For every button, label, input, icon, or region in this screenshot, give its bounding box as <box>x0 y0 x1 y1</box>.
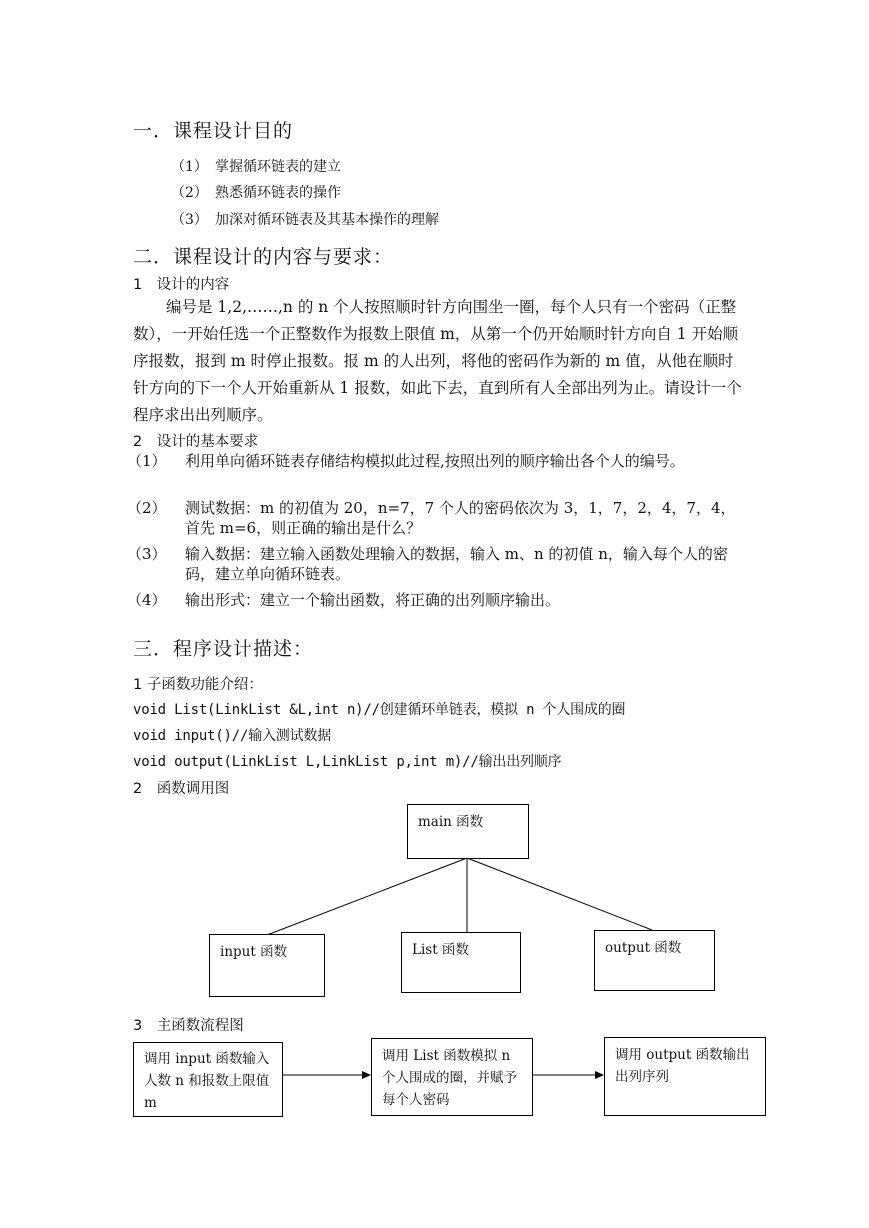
section3-heading: 三．程序设计描述： <box>133 638 314 660</box>
subheading-design-content: 1 设计的内容 <box>133 277 230 293</box>
requirement-text: 测试数据：m 的初值为 20，n=7，7 个人的密码依次为 3，1，7，2，4，7，4，首先 m=6，则正确的输出是什么？ <box>185 499 736 537</box>
objective-num: （3） <box>171 212 208 228</box>
flow-step-list: 调用 List 函数模拟 n 个人围成的圈，并赋予每个人密码 <box>371 1038 533 1116</box>
objective-text: 掌握循环链表的建立 <box>215 159 341 175</box>
subheading-call-graph: 2 函数调用图 <box>133 781 230 797</box>
function-signature: void List(LinkList &L,int n)//创建循环单链表，模拟 n 个人围成的圈 <box>133 702 626 718</box>
call-graph-output-box: output 函数 <box>594 930 715 991</box>
flow-step-output: 调用 output 函数输出出列序列 <box>604 1037 766 1116</box>
call-graph-list-box: List 函数 <box>401 932 521 993</box>
objective-num: （1） <box>171 159 208 175</box>
objective-text: 熟悉循环链表的操作 <box>215 185 341 201</box>
call-graph-input-box: input 函数 <box>209 934 325 997</box>
subheading-main-flowchart: 3 主函数流程图 <box>133 1018 244 1034</box>
section1-heading: 一．课程设计目的 <box>133 120 294 142</box>
requirement-num: （3） <box>127 545 167 563</box>
subheading-requirements: 2 设计的基本要求 <box>133 434 259 450</box>
subheading-functions: 1 子函数功能介绍： <box>133 677 263 693</box>
requirement-text: 利用单向循环链表存储结构模拟此过程,按照出列的顺序输出各个人的编号。 <box>185 452 685 470</box>
objective-text: 加深对循环链表及其基本操作的理解 <box>215 212 439 228</box>
design-content-paragraph: 编号是 1,2,……,n 的 n 个人按照顺时针方向围坐一圈，每个人只有一个密码（正整数），一开始任选一个正整数作为报数上限值 m，从第一个仍开始顺时针方向自 1 开始顺序报数，报到 m 时停止报数。报 m 的人出列，将他的密码作为新的 m 值，从他在顺时针方向的下一个人开始重新从 1 报数，如此下去，直到所有人全部出列为止。请设计一个程序求出出列顺序。 <box>133 298 742 424</box>
requirement-text: 输入数据：建立输入函数处理输入的数据，输入 m、n 的初值 n，输入每个人的密码，建立单向循环链表。 <box>185 545 728 583</box>
requirement-num: （1） <box>127 452 167 470</box>
function-signature: void output(LinkList L,LinkList p,int m)//输出出列顺序 <box>133 754 562 770</box>
call-graph-main-box: main 函数 <box>407 804 529 859</box>
requirement-text: 输出形式：建立一个输出函数，将正确的出列顺序输出。 <box>185 591 561 609</box>
requirement-num: （4） <box>127 591 167 609</box>
objective-num: （2） <box>171 185 208 201</box>
function-signature: void input()//输入测试数据 <box>133 728 332 744</box>
section2-heading: 二．课程设计的内容与要求： <box>133 246 394 268</box>
requirement-num: （2） <box>127 499 167 517</box>
flow-step-input: 调用 input 函数输入人数 n 和报数上限值 m <box>133 1042 283 1117</box>
